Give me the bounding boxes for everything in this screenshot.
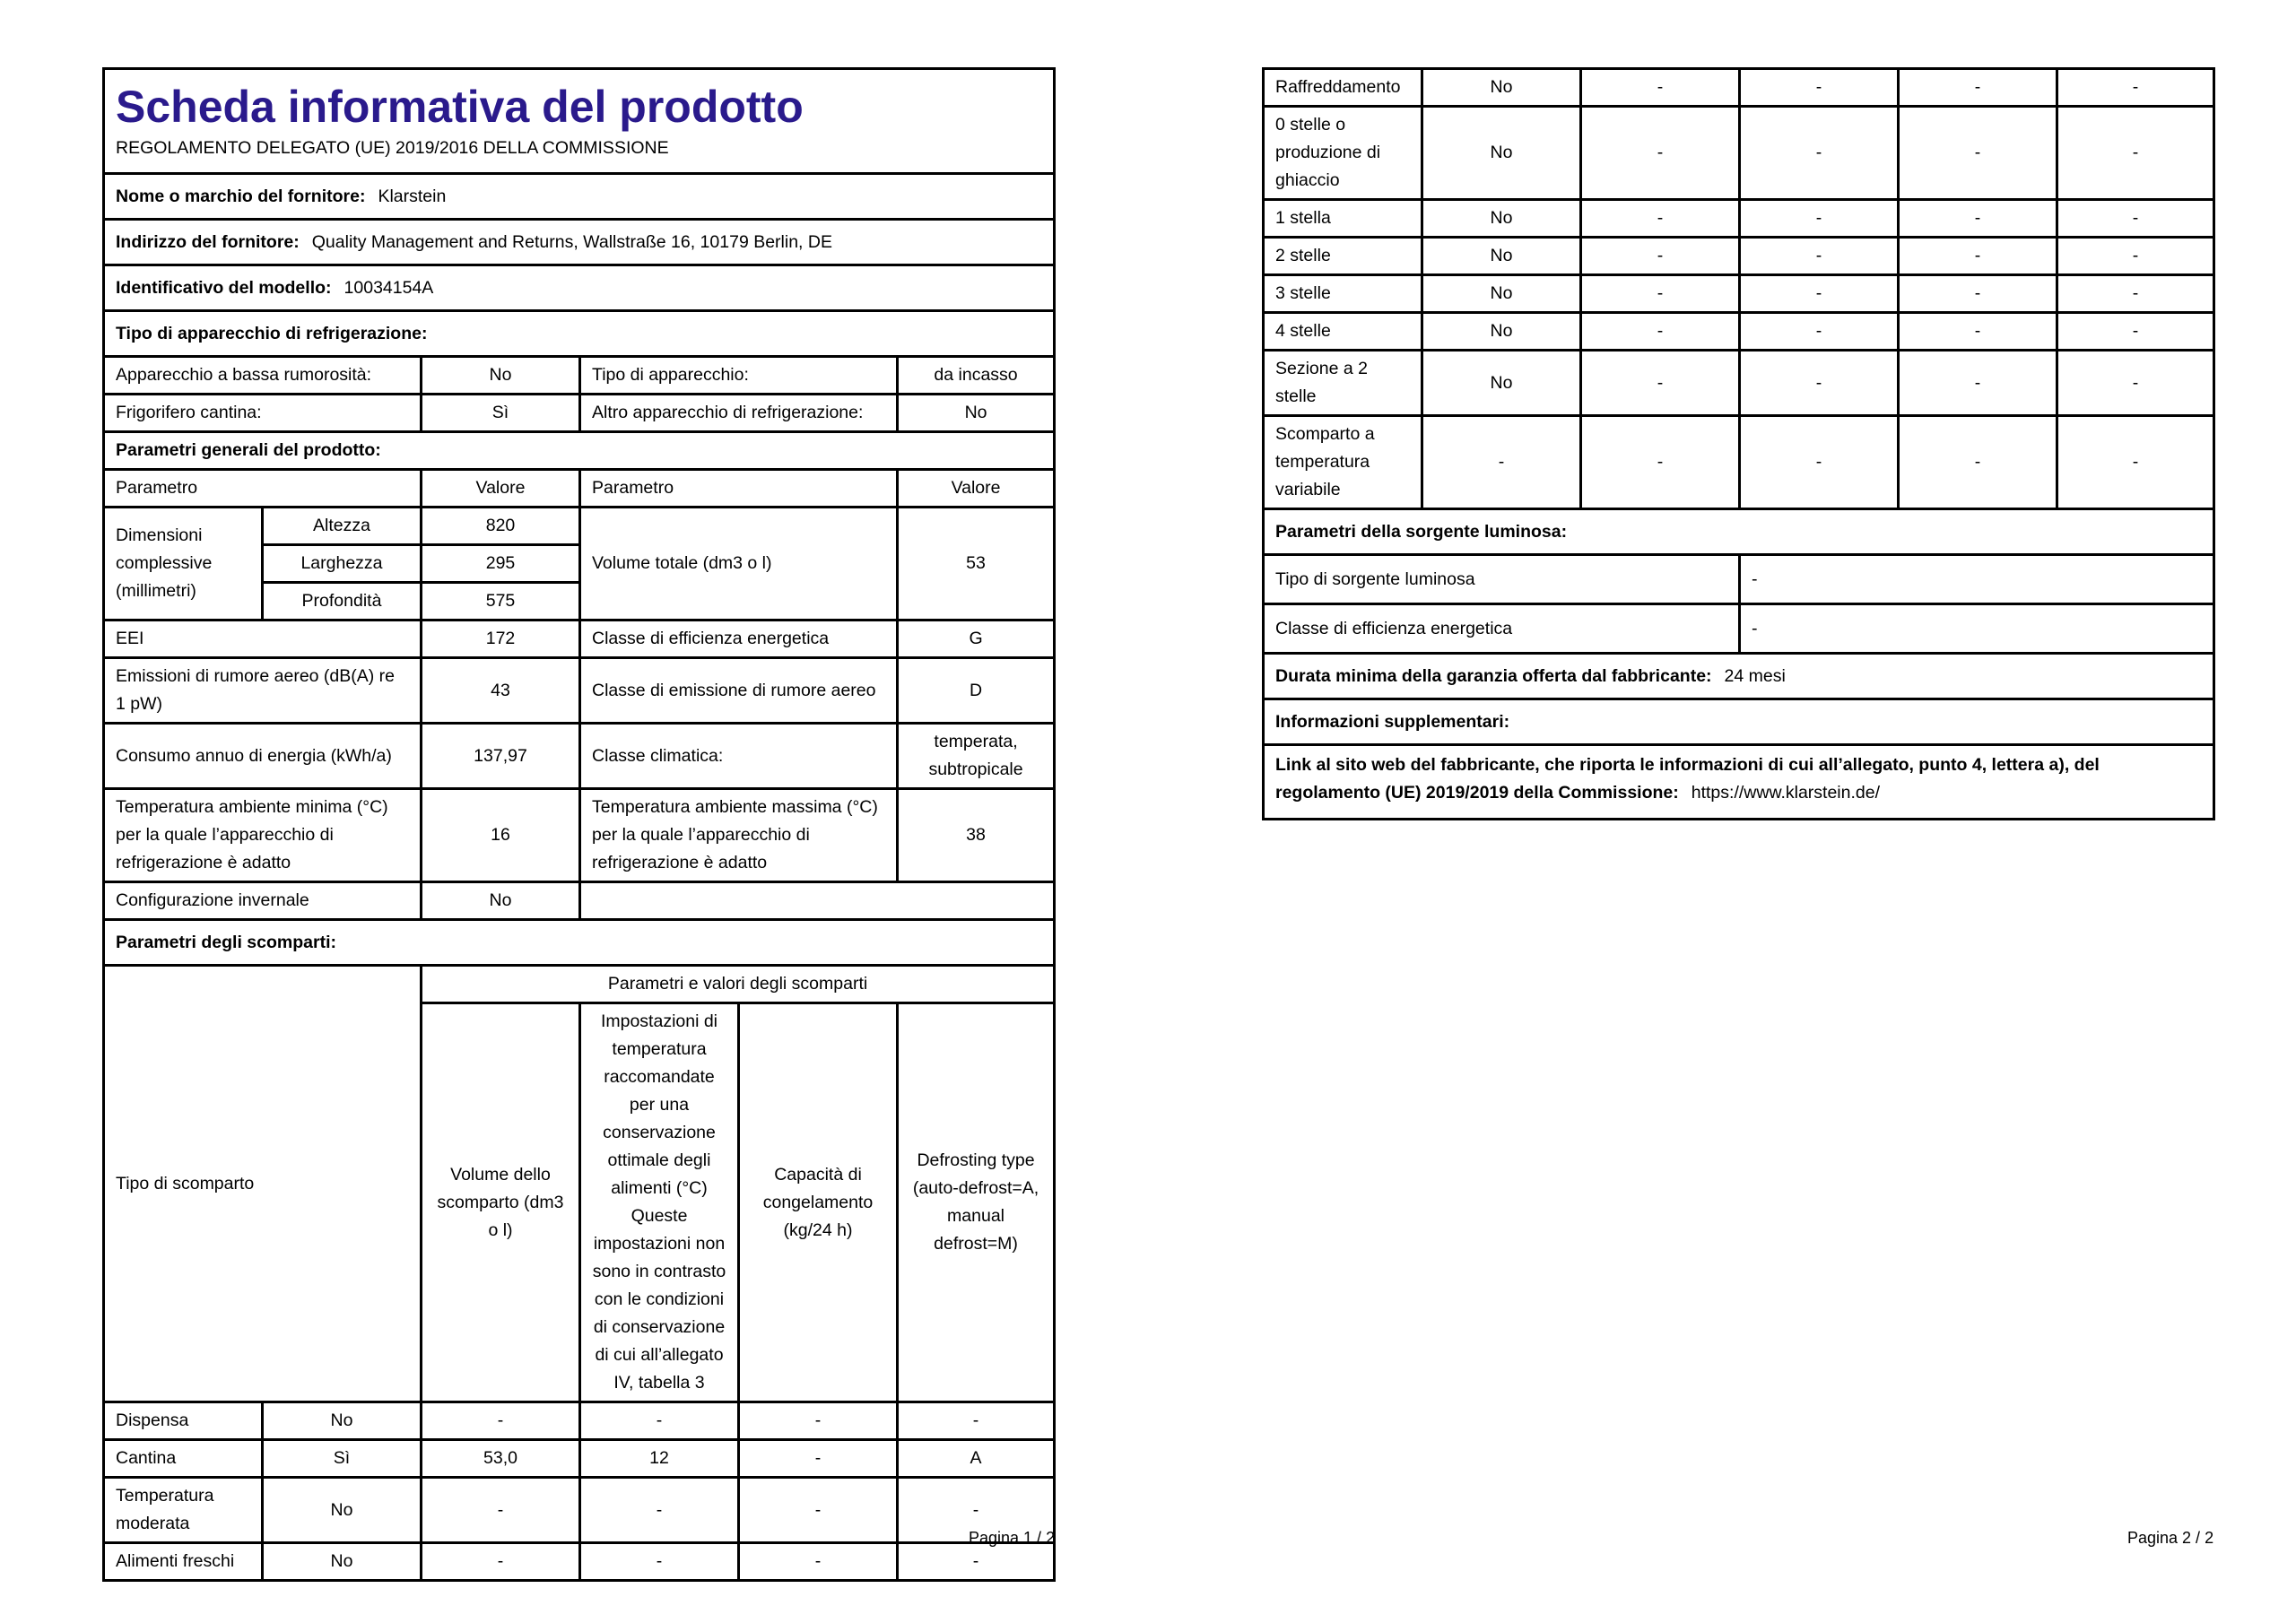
volume-label: Volume totale (dm3 o l) (580, 508, 898, 621)
comp-present: No (263, 1478, 422, 1543)
eei-value: 172 (422, 621, 580, 658)
address-label: Indirizzo del fornitore: (116, 231, 300, 252)
comp-cell: - (1581, 351, 1740, 416)
comp-name: Dispensa (104, 1402, 263, 1440)
param-header: Parametro (580, 470, 898, 508)
comp-cell: - (2057, 107, 2214, 200)
link-value[interactable]: https://www.klarstein.de/ (1691, 783, 1881, 803)
comp-name: Raffreddamento (1264, 69, 1422, 107)
other-label: Altro apparecchio di refrigerazione: (580, 395, 898, 432)
comp-cell: - (1740, 107, 1899, 200)
link-label: Link al sito web del fabbricante, che riporta le informazioni di cui all’allegato, punto 4, lettera a), del regolamento (UE) 2019/2019 della Commissione: (1275, 755, 2100, 803)
model-row (104, 265, 1055, 311)
col-defrost-header: Defrosting type (auto-defrost=A, manual defrost=M) (898, 1003, 1055, 1402)
comp-cell: - (1581, 200, 1740, 238)
consumption-label: Consumo annuo di energia (kWh/a) (104, 724, 422, 789)
comp-cell: - (1899, 416, 2057, 509)
comp-present: No (1422, 69, 1581, 107)
comp-present: No (1422, 275, 1581, 313)
consumption-value: 137,97 (422, 724, 580, 789)
comp-freeze: - (739, 1402, 898, 1440)
comp-params-header: Parametri e valori degli scomparti (422, 966, 1055, 1003)
table-row (1264, 238, 2214, 275)
table-row (1264, 416, 2214, 509)
comp-cell: - (1740, 275, 1899, 313)
warranty-row (1264, 654, 2214, 699)
address-row (104, 220, 1055, 265)
energy-class-label: Classe di efficienza energetica (580, 621, 898, 658)
device-type-label: Tipo di apparecchio: (580, 357, 898, 395)
noise-class-label: Classe di emissione di rumore aereo (580, 658, 898, 724)
comp-name: 4 stelle (1264, 313, 1422, 351)
comp-cell: - (2057, 69, 2214, 107)
comp-cell: - (1740, 69, 1899, 107)
comp-cell: - (1899, 200, 2057, 238)
max-temp-value: 38 (898, 789, 1055, 882)
comp-freeze: - (739, 1478, 898, 1543)
comp-volume: - (422, 1543, 580, 1581)
wine-label: Frigorifero cantina: (104, 395, 422, 432)
light-class-label: Classe di efficienza energetica (1264, 604, 1740, 654)
winter-value: No (422, 882, 580, 920)
max-temp-label: Temperatura ambiente massima (°C) per la quale l’apparecchio di refrigerazione è adatto (580, 789, 898, 882)
comp-name: 2 stelle (1264, 238, 1422, 275)
comp-temp: - (580, 1402, 739, 1440)
page-2 (1262, 67, 2213, 820)
noise-class-value: D (898, 658, 1055, 724)
climate-label: Classe climatica: (580, 724, 898, 789)
table-row (104, 1402, 1055, 1440)
supplier-row (104, 174, 1055, 220)
comp-cell: - (2057, 238, 2214, 275)
table-row (104, 1478, 1055, 1543)
warranty-value: 24 mesi (1724, 665, 1786, 686)
light-type-label: Tipo di sorgente luminosa (1264, 555, 1740, 604)
comp-name: Sezione a 2 stelle (1264, 351, 1422, 416)
supplier-label: Nome o marchio del fornitore: (116, 186, 366, 206)
eei-label: EEI (104, 621, 422, 658)
supplier-value: Klarstein (378, 186, 447, 206)
comp-name: 1 stella (1264, 200, 1422, 238)
light-type-value: - (1740, 555, 2214, 604)
link-row (1264, 745, 2214, 820)
comp-cell: - (1899, 313, 2057, 351)
comp-present: No (1422, 313, 1581, 351)
empty-cell (580, 882, 1055, 920)
comp-cell: - (1581, 275, 1740, 313)
type-heading: Tipo di apparecchio di refrigerazione: (104, 311, 1055, 357)
light-heading: Parametri della sorgente luminosa: (1264, 509, 2214, 555)
table-row (1264, 351, 2214, 416)
winter-label: Configurazione invernale (104, 882, 422, 920)
comp-temp: - (580, 1478, 739, 1543)
comp-temp: 12 (580, 1440, 739, 1478)
height-value: 820 (422, 508, 580, 545)
comp-cell: - (1899, 351, 2057, 416)
comp-present: No (263, 1402, 422, 1440)
comp-cell: - (1899, 238, 2057, 275)
comp-cell: - (2057, 313, 2214, 351)
col-temp-header: Impostazioni di temperatura raccomandate per una conservazione ottimale degli alimenti (°C) Queste impostazioni non sono in contrasto con le condizioni di conservazione di cui all’allegato IV, tabella 3 (580, 1003, 739, 1402)
comp-cell: - (1581, 313, 1740, 351)
other-value: No (898, 395, 1055, 432)
page-number: Pagina 2 / 2 (2127, 1529, 2214, 1547)
page-title: Scheda informativa del prodotto (116, 82, 804, 132)
dims-label: Dimensioni complessive (millimetri) (104, 508, 263, 621)
model-value: 10034154A (344, 277, 434, 298)
noise-value: 43 (422, 658, 580, 724)
regulation-text: REGOLAMENTO DELEGATO (UE) 2019/2016 DELLA COMMISSIONE (116, 138, 669, 158)
comp-freeze: - (739, 1440, 898, 1478)
comp-cell: - (1899, 69, 2057, 107)
comp-name: Alimenti freschi (104, 1543, 263, 1581)
noise-label: Emissioni di rumore aereo (dB(A) re 1 pW) (104, 658, 422, 724)
comp-present: No (1422, 351, 1581, 416)
device-type-value: da incasso (898, 357, 1055, 395)
table-row (1264, 313, 2214, 351)
comp-defrost: A (898, 1440, 1055, 1478)
extra-heading: Informazioni supplementari: (1264, 699, 2214, 745)
climate-value: temperata, subtropicale (898, 724, 1055, 789)
comp-name: Cantina (104, 1440, 263, 1478)
comp-cell: - (1581, 107, 1740, 200)
comp-cell: - (1581, 416, 1740, 509)
param-header: Parametro (104, 470, 422, 508)
comp-heading: Parametri degli scomparti: (104, 920, 1055, 966)
comp-defrost: - (898, 1402, 1055, 1440)
comp-cell: - (2057, 200, 2214, 238)
comp-defrost: - (898, 1478, 1055, 1543)
volume-value: 53 (898, 508, 1055, 621)
model-label: Identificativo del modello: (116, 277, 332, 298)
comp-cell: - (1740, 200, 1899, 238)
comp-name: Scomparto a temperatura variabile (1264, 416, 1422, 509)
wine-value: Sì (422, 395, 580, 432)
energy-class-value: G (898, 621, 1055, 658)
table-row (1264, 69, 2214, 107)
low-noise-label: Apparecchio a bassa rumorosità: (104, 357, 422, 395)
col-volume-header: Volume dello scomparto (dm3 o l) (422, 1003, 580, 1402)
comp-type-label: Tipo di scomparto (104, 966, 422, 1402)
value-header: Valore (898, 470, 1055, 508)
page-1 (102, 67, 1056, 1582)
warranty-label: Durata minima della garanzia offerta dal fabbricante: (1275, 665, 1712, 686)
comp-cell: - (1740, 416, 1899, 509)
comp-cell: - (2057, 351, 2214, 416)
comp-name: 3 stelle (1264, 275, 1422, 313)
comp-present: Sì (263, 1440, 422, 1478)
table-row (104, 1440, 1055, 1478)
depth-label: Profondità (263, 583, 422, 621)
comp-temp: - (580, 1543, 739, 1581)
general-heading: Parametri generali del prodotto: (104, 432, 1055, 470)
comp-present: - (1422, 416, 1581, 509)
comp-cell: - (1899, 275, 2057, 313)
comp-name: Temperatura moderata (104, 1478, 263, 1543)
value-header: Valore (422, 470, 580, 508)
table-row (1264, 200, 2214, 238)
width-label: Larghezza (263, 545, 422, 583)
low-noise-value: No (422, 357, 580, 395)
page-number: Pagina 1 / 2 (969, 1529, 1056, 1547)
comp-cell: - (1899, 107, 2057, 200)
comp-freeze: - (739, 1543, 898, 1581)
width-value: 295 (422, 545, 580, 583)
compartments-table-continued (1262, 67, 2215, 820)
comp-volume: - (422, 1478, 580, 1543)
col-freeze-header: Capacità di congelamento (kg/24 h) (739, 1003, 898, 1402)
comp-volume: 53,0 (422, 1440, 580, 1478)
comp-volume: - (422, 1402, 580, 1440)
height-label: Altezza (263, 508, 422, 545)
product-info-table (102, 67, 1056, 1582)
comp-name: 0 stelle o produzione di ghiaccio (1264, 107, 1422, 200)
table-row (1264, 107, 2214, 200)
comp-cell: - (2057, 275, 2214, 313)
comp-present: No (1422, 107, 1581, 200)
comp-cell: - (2057, 416, 2214, 509)
comp-present: No (1422, 238, 1581, 275)
min-temp-value: 16 (422, 789, 580, 882)
comp-defrost: - (898, 1543, 1055, 1581)
comp-cell: - (1740, 238, 1899, 275)
comp-present: No (263, 1543, 422, 1581)
comp-cell: - (1740, 351, 1899, 416)
address-value: Quality Management and Returns, Wallstraße 16, 10179 Berlin, DE (311, 231, 832, 252)
comp-present: No (1422, 200, 1581, 238)
comp-cell: - (1581, 238, 1740, 275)
light-class-value: - (1740, 604, 2214, 654)
header-cell (104, 69, 1055, 174)
depth-value: 575 (422, 583, 580, 621)
comp-cell: - (1740, 313, 1899, 351)
table-row (104, 1543, 1055, 1581)
table-row (1264, 275, 2214, 313)
min-temp-label: Temperatura ambiente minima (°C) per la quale l’apparecchio di refrigerazione è adatto (104, 789, 422, 882)
comp-cell: - (1581, 69, 1740, 107)
